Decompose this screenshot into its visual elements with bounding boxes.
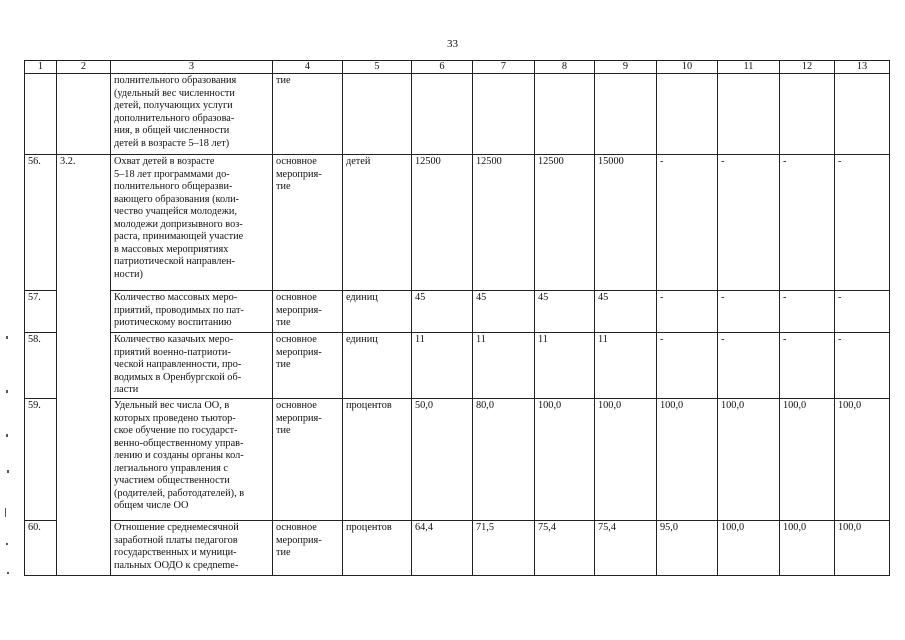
row-number: 60. — [25, 521, 57, 576]
value-cell: 95,0 — [657, 521, 718, 576]
value-cell: - — [657, 333, 718, 399]
value-cell: 100,0 — [535, 399, 595, 521]
column-header: 5 — [343, 61, 412, 74]
scan-mark — [6, 543, 8, 545]
value-cell: 64,4 — [412, 521, 473, 576]
page-number: 33 — [447, 38, 458, 50]
table-row — [25, 74, 890, 155]
column-header: 9 — [595, 61, 657, 74]
value-cell: - — [657, 291, 718, 333]
indicator-type: основное мероприя- тие — [273, 399, 343, 521]
value-cell: - — [718, 291, 780, 333]
table-row — [25, 333, 890, 399]
value-cell: 100,0 — [780, 521, 835, 576]
column-header: 1 — [25, 61, 57, 74]
indicator-type: тие — [273, 74, 343, 155]
scan-mark — [6, 390, 8, 393]
column-header: 6 — [412, 61, 473, 74]
row-number: 58. — [25, 333, 57, 399]
unit: единиц — [343, 333, 412, 399]
unit — [343, 74, 412, 155]
indicator-type: основное мероприя- тие — [273, 333, 343, 399]
value-cell: 45 — [595, 291, 657, 333]
value-cell: 15000 — [595, 155, 657, 291]
value-cell: - — [835, 155, 890, 291]
value-cell: 80,0 — [473, 399, 535, 521]
value-cell: - — [780, 291, 835, 333]
table-row — [25, 155, 890, 291]
table-row — [25, 399, 890, 521]
column-header: 4 — [273, 61, 343, 74]
column-header: 11 — [718, 61, 780, 74]
value-cell: 11 — [535, 333, 595, 399]
column-header: 10 — [657, 61, 718, 74]
section-number — [57, 74, 111, 155]
value-cell: 12500 — [473, 155, 535, 291]
indicator-type: основное мероприя- тие — [273, 291, 343, 333]
indicator-name: Отношение среднемесячной заработной платы педагогов государственных и муници- пальных ООДО к средneme- — [111, 521, 273, 576]
indicator-name: Количество казачьих меро- приятий военно-патриоти- ческой направленности, про- водимых в Оренбургской об- ласти — [111, 333, 273, 399]
value-cell — [657, 74, 718, 155]
indicator-type: основное мероприя- тие — [273, 521, 343, 576]
indicator-name: Удельный вес числа ОО, в которых проведено тьютор- ское обучение по государст- венно-общественному управ- лению и созданы органы кол- легиального управления с участием общественности (родителей, работодателей), в общем числе ОО — [111, 399, 273, 521]
row-number: 56. — [25, 155, 57, 291]
column-header: 8 — [535, 61, 595, 74]
value-cell: - — [780, 333, 835, 399]
value-cell: 100,0 — [718, 399, 780, 521]
column-header: 12 — [780, 61, 835, 74]
value-cell — [780, 74, 835, 155]
indicator-name: полнительного образования (удельный вес численности детей, получающих услуги дополнительного образова- ния, в общей численности детей в возрасте 5–18 лет) — [111, 74, 273, 155]
indicator-name: Охват детей в возрасте 5–18 лет программами до- полнительного общеразви- вающего образования (коли- чество учащейся молодежи, молодежи допризывного воз- раста, принимающей участие в массовых мероприятиях патриотической направлен- ности) — [111, 155, 273, 291]
value-cell: 71,5 — [473, 521, 535, 576]
value-cell: 45 — [412, 291, 473, 333]
table-row — [25, 521, 890, 576]
value-cell: 75,4 — [535, 521, 595, 576]
value-cell: 12500 — [535, 155, 595, 291]
scan-mark — [6, 434, 8, 437]
value-cell: 11 — [595, 333, 657, 399]
column-header: 2 — [57, 61, 111, 74]
unit: процентов — [343, 521, 412, 576]
value-cell — [718, 74, 780, 155]
value-cell: - — [657, 155, 718, 291]
value-cell — [473, 74, 535, 155]
value-cell — [535, 74, 595, 155]
value-cell: - — [718, 155, 780, 291]
unit: единиц — [343, 291, 412, 333]
value-cell: 11 — [473, 333, 535, 399]
value-cell: 12500 — [412, 155, 473, 291]
unit: процентов — [343, 399, 412, 521]
indicators-table — [24, 60, 890, 576]
row-number: 59. — [25, 399, 57, 521]
value-cell — [412, 74, 473, 155]
column-header: 3 — [111, 61, 273, 74]
value-cell: 100,0 — [718, 521, 780, 576]
scan-mark — [7, 572, 9, 574]
scan-mark — [7, 470, 9, 473]
table-row — [25, 291, 890, 333]
scan-mark — [5, 508, 6, 517]
value-cell: - — [835, 291, 890, 333]
table-header-row — [25, 61, 890, 74]
section-number: 3.2. — [57, 155, 111, 576]
column-header: 7 — [473, 61, 535, 74]
value-cell: 45 — [473, 291, 535, 333]
value-cell — [595, 74, 657, 155]
value-cell: 100,0 — [780, 399, 835, 521]
indicator-type: основное мероприя- тие — [273, 155, 343, 291]
row-number: 57. — [25, 291, 57, 333]
value-cell — [835, 74, 890, 155]
value-cell: 100,0 — [657, 399, 718, 521]
value-cell: - — [835, 333, 890, 399]
row-number — [25, 74, 57, 155]
unit: детей — [343, 155, 412, 291]
value-cell: 100,0 — [835, 521, 890, 576]
value-cell: 11 — [412, 333, 473, 399]
value-cell: 100,0 — [835, 399, 890, 521]
value-cell: 50,0 — [412, 399, 473, 521]
scan-mark — [6, 336, 8, 339]
value-cell: 100,0 — [595, 399, 657, 521]
value-cell: 45 — [535, 291, 595, 333]
value-cell: - — [718, 333, 780, 399]
column-header: 13 — [835, 61, 890, 74]
value-cell: 75,4 — [595, 521, 657, 576]
indicator-name: Количество массовых меро- приятий, проводимых по пат- риотическому воспитанию — [111, 291, 273, 333]
value-cell: - — [780, 155, 835, 291]
